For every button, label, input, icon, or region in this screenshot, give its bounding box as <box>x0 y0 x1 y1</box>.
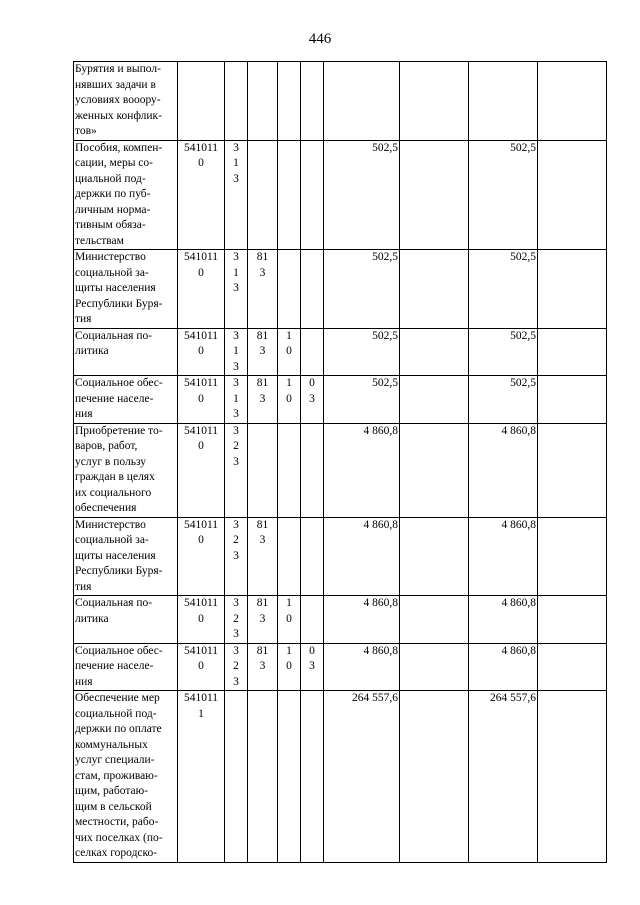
ministry-code <box>248 140 278 250</box>
amount-col-4 <box>538 596 607 644</box>
target-article-code: 541011 1 <box>178 691 225 863</box>
subsection-code <box>301 423 324 517</box>
amount-col-3: 4 860,8 <box>469 517 538 596</box>
row-name: Бурятия и выпол- нявших задачи в условиях вооору- женных конфлик- тов» <box>74 62 178 141</box>
table-row <box>74 423 607 517</box>
amount-total: 502,5 <box>324 328 400 376</box>
amount-col-3: 4 860,8 <box>469 643 538 691</box>
expense-type-code: 3 1 3 <box>225 328 248 376</box>
section-code <box>278 250 301 329</box>
amount-col-2 <box>400 517 469 596</box>
expense-type-code: 3 1 3 <box>225 250 248 329</box>
subsection-code <box>301 62 324 141</box>
subsection-code: 0 3 <box>301 376 324 424</box>
target-article-code: 541011 0 <box>178 643 225 691</box>
amount-col-4 <box>538 643 607 691</box>
target-article-code: 541011 0 <box>178 140 225 250</box>
target-article-code: 541011 0 <box>178 250 225 329</box>
amount-total: 4 860,8 <box>324 596 400 644</box>
amount-total: 4 860,8 <box>324 423 400 517</box>
subsection-code <box>301 140 324 250</box>
target-article-code <box>178 62 225 141</box>
table-row <box>74 250 607 329</box>
amount-col-4 <box>538 691 607 863</box>
section-code: 1 0 <box>278 596 301 644</box>
expense-type-code: 3 2 3 <box>225 423 248 517</box>
row-name: Министерство социальной за- щиты населения Республики Буря- тия <box>74 250 178 329</box>
row-name: Социальное обес- печение населе- ния <box>74 643 178 691</box>
amount-col-3: 4 860,8 <box>469 423 538 517</box>
amount-col-3: 4 860,8 <box>469 596 538 644</box>
row-name: Социальная по- литика <box>74 596 178 644</box>
target-article-code: 541011 0 <box>178 328 225 376</box>
table-row <box>74 328 607 376</box>
ministry-code: 81 3 <box>248 643 278 691</box>
table-row <box>74 596 607 644</box>
subsection-code <box>301 691 324 863</box>
amount-col-3: 502,5 <box>469 140 538 250</box>
target-article-code: 541011 0 <box>178 423 225 517</box>
table-row <box>74 140 607 250</box>
amount-col-4 <box>538 62 607 141</box>
page-number: 446 <box>308 31 332 47</box>
ministry-code <box>248 62 278 141</box>
target-article-code: 541011 0 <box>178 376 225 424</box>
amount-col-2 <box>400 691 469 863</box>
budget-table <box>73 61 607 863</box>
row-name: Обеспечение мер социальной под- держки по оплате коммунальных услуг специали- стам, проживаю- щим, работаю- щим в сельской местности, рабо- чих поселках (по- селках городско- <box>74 691 178 863</box>
section-code <box>278 517 301 596</box>
subsection-code <box>301 517 324 596</box>
amount-col-4 <box>538 250 607 329</box>
amount-col-3: 264 557,6 <box>469 691 538 863</box>
ministry-code: 81 3 <box>248 250 278 329</box>
row-name: Социальная по- литика <box>74 328 178 376</box>
amount-col-4 <box>538 328 607 376</box>
expense-type-code: 3 1 3 <box>225 376 248 424</box>
subsection-code: 0 3 <box>301 643 324 691</box>
amount-col-3: 502,5 <box>469 328 538 376</box>
subsection-code <box>301 328 324 376</box>
row-name: Социальное обес- печение населе- ния <box>74 376 178 424</box>
ministry-code: 81 3 <box>248 376 278 424</box>
section-code: 1 0 <box>278 643 301 691</box>
ministry-code: 81 3 <box>248 328 278 376</box>
amount-col-4 <box>538 140 607 250</box>
amount-total: 4 860,8 <box>324 643 400 691</box>
amount-col-2 <box>400 250 469 329</box>
expense-type-code <box>225 62 248 141</box>
target-article-code: 541011 0 <box>178 596 225 644</box>
amount-col-2 <box>400 423 469 517</box>
amount-col-4 <box>538 517 607 596</box>
amount-col-2 <box>400 62 469 141</box>
amount-col-2 <box>400 140 469 250</box>
amount-col-3 <box>469 62 538 141</box>
ministry-code <box>248 423 278 517</box>
section-code: 1 0 <box>278 328 301 376</box>
ministry-code: 81 3 <box>248 596 278 644</box>
amount-col-2 <box>400 643 469 691</box>
amount-total: 502,5 <box>324 140 400 250</box>
amount-total: 264 557,6 <box>324 691 400 863</box>
amount-total: 4 860,8 <box>324 517 400 596</box>
amount-col-3: 502,5 <box>469 376 538 424</box>
section-code <box>278 62 301 141</box>
table-row <box>74 643 607 691</box>
amount-col-3: 502,5 <box>469 250 538 329</box>
subsection-code <box>301 596 324 644</box>
section-code <box>278 691 301 863</box>
amount-col-4 <box>538 376 607 424</box>
section-code <box>278 140 301 250</box>
amount-col-2 <box>400 596 469 644</box>
expense-type-code: 3 2 3 <box>225 643 248 691</box>
target-article-code: 541011 0 <box>178 517 225 596</box>
subsection-code <box>301 250 324 329</box>
amount-total <box>324 62 400 141</box>
amount-total: 502,5 <box>324 250 400 329</box>
expense-type-code <box>225 691 248 863</box>
table-row <box>74 376 607 424</box>
amount-total: 502,5 <box>324 376 400 424</box>
section-code: 1 0 <box>278 376 301 424</box>
expense-type-code: 3 2 3 <box>225 517 248 596</box>
row-name: Приобретение то- варов, работ, услуг в пользу граждан в целях их социального обеспечения <box>74 423 178 517</box>
ministry-code: 81 3 <box>248 517 278 596</box>
ministry-code <box>248 691 278 863</box>
row-name: Министерство социальной за- щиты населения Республики Буря- тия <box>74 517 178 596</box>
section-code <box>278 423 301 517</box>
table-row <box>74 62 607 141</box>
expense-type-code: 3 1 3 <box>225 140 248 250</box>
table-row <box>74 517 607 596</box>
amount-col-4 <box>538 423 607 517</box>
amount-col-2 <box>400 376 469 424</box>
row-name: Пособия, компен- сации, меры со- циальной под- держки по пуб- личным норма- тивным обяза- тельствам <box>74 140 178 250</box>
amount-col-2 <box>400 328 469 376</box>
expense-type-code: 3 2 3 <box>225 596 248 644</box>
table-row <box>74 691 607 863</box>
